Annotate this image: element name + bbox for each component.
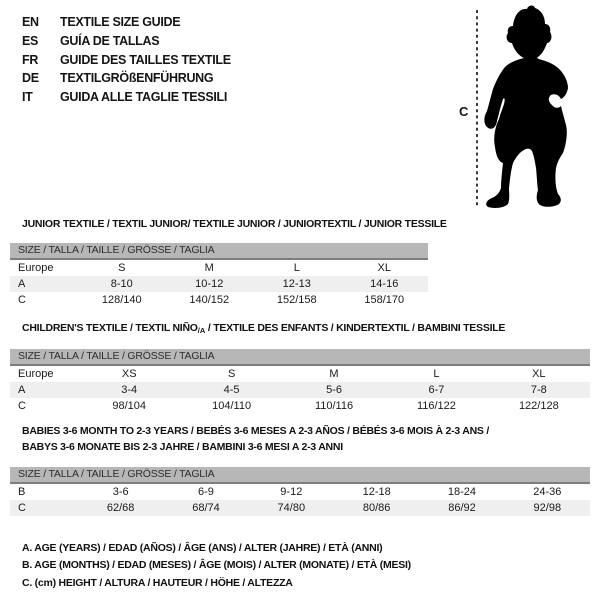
- size-cell: XS: [121, 368, 137, 380]
- language-row: [22, 32, 231, 51]
- language-title: GUÍA DE TALLAS: [60, 34, 160, 49]
- children-title-post: / TEXTILE DES ENFANTS / KINDERTEXTIL / BAMBINI TESSILE: [205, 322, 506, 334]
- age-cell: 9-12: [280, 486, 303, 498]
- size-cell: XL: [377, 262, 391, 274]
- language-title-block: [22, 13, 231, 106]
- height-cell: 158/170: [364, 294, 405, 307]
- size-header-bar: SIZE / TALLA / TAILLE / GRÖSSE / TAGLIA: [10, 243, 428, 260]
- language-row: [22, 88, 231, 107]
- height-cell: 98/104: [112, 400, 147, 413]
- age-cell: 18-24: [447, 486, 477, 498]
- table-row-age-months: [10, 484, 590, 500]
- babies-table-title: [22, 424, 489, 456]
- height-cell: 74/80: [277, 502, 306, 515]
- table-row-height-cm: [10, 500, 590, 516]
- height-cell: 140/152: [189, 294, 230, 307]
- age-cell: 6-9: [198, 486, 214, 498]
- height-cell: 128/140: [101, 294, 142, 307]
- row-label: Europe: [18, 262, 54, 274]
- age-cell: 6-7: [428, 384, 445, 397]
- babies-title-line2: BABYS 3-6 MONATE BIS 2-3 JAHRE / BAMBINI 3-6 MESI A 2-3 ANNI: [22, 440, 343, 453]
- row-label: A: [18, 384, 26, 397]
- height-cell: 68/74: [192, 502, 220, 515]
- size-header-bar: SIZE / TALLA / TAILLE / GRÖSSE / TAGLIA: [10, 349, 590, 366]
- size-cell: L: [433, 368, 440, 380]
- language-title: TEXTILGRÖßENFÜHRUNG: [60, 71, 214, 86]
- row-label: Europe: [18, 368, 54, 380]
- babies-title-line1: BABIES 3-6 MONTH TO 2-3 YEARS / BEBÉS 3-6 MESES A 2-3 AÑOS / BÉBÉS 3-6 MOIS À 2-3 ANS /: [22, 425, 490, 437]
- age-cell: 3-4: [121, 384, 138, 397]
- height-cell: 80/86: [362, 502, 391, 515]
- footnote-b: B. AGE (MONTHS) / EDAD (MESES) / ÂGE (MOIS) / ALTER (MONATE) / ETÀ (MESI): [22, 559, 411, 572]
- age-cell: 24-36: [533, 486, 562, 498]
- children-size-table: [10, 349, 590, 415]
- footnote-c: C. (cm) HEIGHT / ALTURA / HAUTEUR / HÖHE / ALTEZZA: [22, 576, 293, 589]
- size-cell: M: [204, 262, 214, 274]
- size-cell: S: [227, 368, 236, 380]
- row-label: C: [18, 502, 26, 515]
- baby-silhouette-icon: [465, 0, 595, 212]
- height-cell: 104/110: [212, 400, 252, 413]
- height-cell: 116/122: [416, 400, 456, 413]
- footnote-a: A. AGE (YEARS) / EDAD (AÑOS) / ÂGE (ANS) / ALTER (JAHRE) / ETÀ (ANNI): [22, 542, 383, 554]
- language-title: TEXTILE SIZE GUIDE: [60, 15, 181, 30]
- language-title: GUIDE DES TAILLES TEXTILE: [60, 52, 231, 67]
- age-cell: 3-6: [112, 486, 129, 498]
- table-row-height-cm: [10, 292, 428, 308]
- language-code: DE: [22, 71, 39, 86]
- row-label: A: [18, 278, 26, 291]
- children-table-title: [22, 322, 505, 335]
- language-row: [22, 50, 231, 69]
- language-code: FR: [22, 52, 39, 67]
- table-row-europe: [10, 366, 590, 382]
- age-cell: 5-6: [326, 384, 342, 397]
- row-label: C: [18, 294, 26, 307]
- age-cell: 12-18: [362, 486, 391, 498]
- height-cell: 86/92: [448, 502, 476, 515]
- legend-footnotes: [22, 540, 411, 592]
- language-row: [22, 69, 231, 88]
- height-cell: 122/128: [518, 400, 559, 413]
- language-code: IT: [22, 90, 33, 105]
- language-code: EN: [22, 15, 39, 30]
- row-label: B: [18, 486, 26, 498]
- size-header-bar: SIZE / TALLA / TAILLE / GRÖSSE / TAGLIA: [10, 467, 590, 484]
- size-cell: M: [329, 368, 339, 380]
- age-cell: 12-13: [282, 278, 311, 291]
- height-cell: 62/68: [106, 502, 135, 515]
- row-label: C: [18, 400, 26, 413]
- table-row-height-cm: [10, 398, 590, 414]
- children-title-pre: CHILDREN'S TEXTILE / TEXTIL NIÑO: [22, 322, 198, 334]
- table-row-age-years: [10, 276, 428, 292]
- age-cell: 10-12: [195, 278, 224, 291]
- size-cell: L: [293, 262, 300, 274]
- measure-label-c: C: [459, 104, 469, 119]
- table-row-age-years: [10, 382, 590, 398]
- language-row: [22, 13, 231, 32]
- babies-size-table: [10, 467, 590, 516]
- height-cell: 152/158: [276, 294, 317, 307]
- language-title: GUIDA ALLE TAGLIE TESSILI: [60, 90, 228, 105]
- children-title-sub: /A: [197, 326, 206, 335]
- baby-silhouette-shape: [484, 5, 568, 208]
- age-cell: 14-16: [370, 278, 399, 291]
- age-cell: 8-10: [110, 278, 133, 291]
- age-cell: 4-5: [223, 384, 240, 397]
- height-cell: 110/116: [314, 400, 354, 413]
- age-cell: 7-8: [530, 384, 547, 397]
- junior-table-title: JUNIOR TEXTILE / TEXTIL JUNIOR/ TEXTILE JUNIOR / JUNIORTEXTIL / JUNIOR TESSILE: [22, 218, 447, 230]
- table-row-europe: [10, 260, 428, 276]
- size-cell: S: [118, 262, 126, 274]
- junior-size-table: [10, 243, 428, 309]
- size-cell: XL: [532, 368, 546, 380]
- language-code: ES: [22, 34, 39, 49]
- height-cell: 92/98: [533, 502, 562, 515]
